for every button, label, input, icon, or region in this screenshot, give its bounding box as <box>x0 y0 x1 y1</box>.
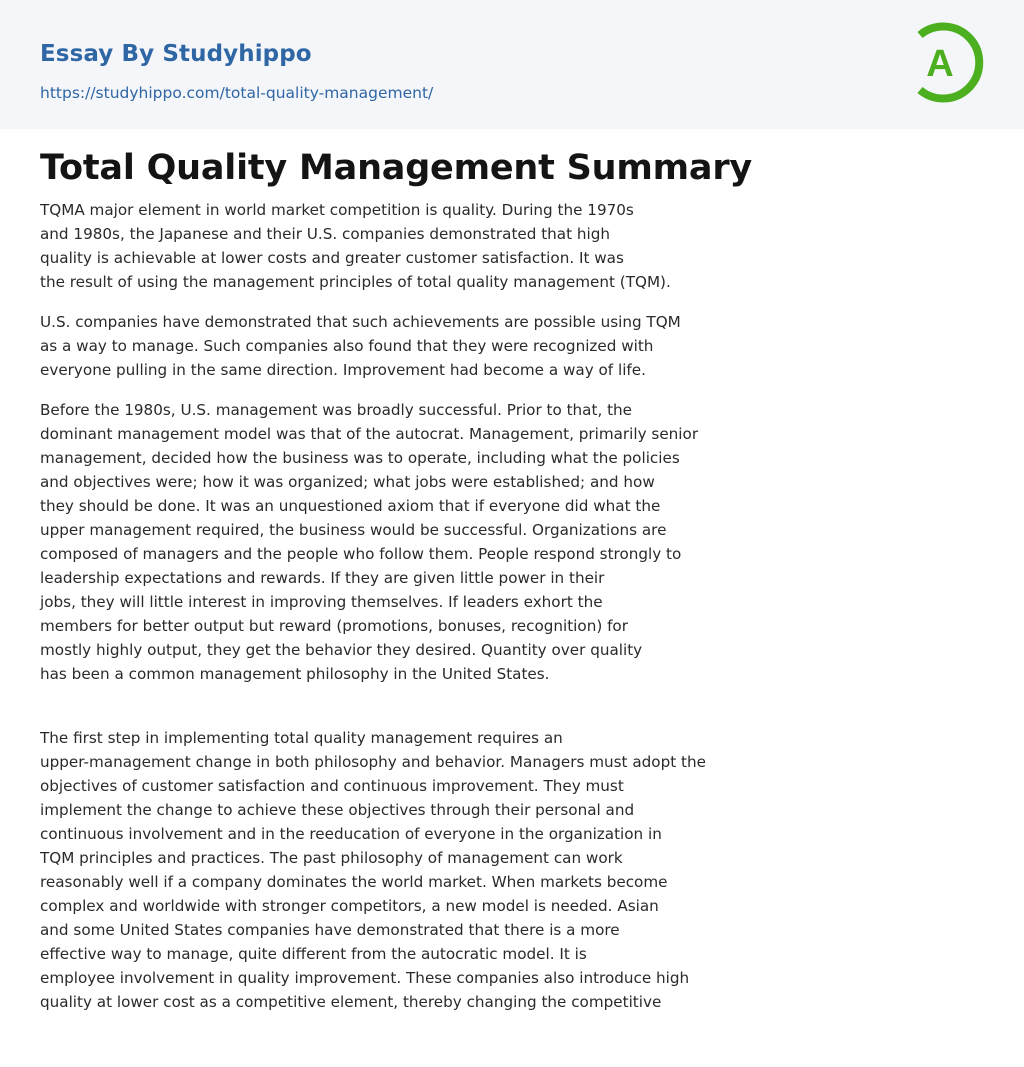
page-title: Total Quality Management Summary <box>40 148 752 188</box>
text-line: TQMA major element in world market competition is quality. During the 1970s <box>40 201 634 219</box>
text-line: objectives of customer satisfaction and continuous improvement. They must <box>40 777 624 795</box>
source-url-link[interactable]: https://studyhippo.com/total-quality-management/ <box>40 84 434 102</box>
text-line: the result of using the management principles of total quality management (TQM). <box>40 273 671 291</box>
text-line: composed of managers and the people who follow them. People respond strongly to <box>40 545 682 563</box>
text-line: quality at lower cost as a competitive element, thereby changing the competitive <box>40 993 662 1011</box>
text-line: upper-management change in both philosophy and behavior. Managers must adopt the <box>40 753 706 771</box>
text-line: and 1980s, the Japanese and their U.S. companies demonstrated that high <box>40 225 610 243</box>
text-line: members for better output but reward (promotions, bonuses, recognition) for <box>40 617 628 635</box>
text-line: U.S. companies have demonstrated that such achievements are possible using TQM <box>40 313 681 331</box>
text-line: TQM principles and practices. The past philosophy of management can work <box>40 849 623 867</box>
text-line: implement the change to achieve these objectives through their personal and <box>40 801 635 819</box>
text-line: reasonably well if a company dominates the world market. When markets become <box>40 873 668 891</box>
text-line: dominant management model was that of the autocrat. Management, primarily senior <box>40 425 699 443</box>
text-line: Before the 1980s, U.S. management was broadly successful. Prior to that, the <box>40 401 633 419</box>
text-line: jobs, they will little interest in improving themselves. If leaders exhort the <box>40 593 603 611</box>
paragraph-3 <box>40 398 780 686</box>
text-line: and some United States companies have demonstrated that there is a more <box>40 921 620 939</box>
text-line: upper management required, the business would be successful. Organizations are <box>40 521 667 539</box>
text-line: as a way to manage. Such companies also found that they were recognized with <box>40 337 654 355</box>
text-line: they should be done. It was an unquestioned axiom that if everyone did what the <box>40 497 661 515</box>
text-line: everyone pulling in the same direction. Improvement had become a way of life. <box>40 361 646 379</box>
text-line: has been a common management philosophy in the United States. <box>40 665 550 683</box>
text-line: complex and worldwide with stronger competitors, a new model is needed. Asian <box>40 897 659 915</box>
article <box>40 146 780 1030</box>
text-line: mostly highly output, they get the behavior they desired. Quantity over quality <box>40 641 643 659</box>
text-line: employee involvement in quality improvement. These companies also introduce high <box>40 969 690 987</box>
text-line: continuous involvement and in the reeducation of everyone in the organization in <box>40 825 662 843</box>
paragraph-1 <box>40 198 780 294</box>
logo-letter: A <box>926 43 954 85</box>
text-line: leadership expectations and rewards. If they are given little power in their <box>40 569 605 587</box>
text-line: and objectives were; how it was organized; what jobs were established; and how <box>40 473 655 491</box>
text-line: effective way to manage, quite different from the autocratic model. It is <box>40 945 587 963</box>
text-line: The first step in implementing total quality management requires an <box>40 729 563 747</box>
text-line: quality is achievable at lower costs and greater customer satisfaction. It was <box>40 249 624 267</box>
paragraph-2 <box>40 310 780 382</box>
text-line: management, decided how the business was to operate, including what the policies <box>40 449 680 467</box>
paragraph-4 <box>40 726 780 1014</box>
brand-title: Essay By Studyhippo <box>40 41 312 67</box>
studyhippo-logo-icon[interactable] <box>912 20 986 106</box>
site-header <box>0 0 1024 129</box>
